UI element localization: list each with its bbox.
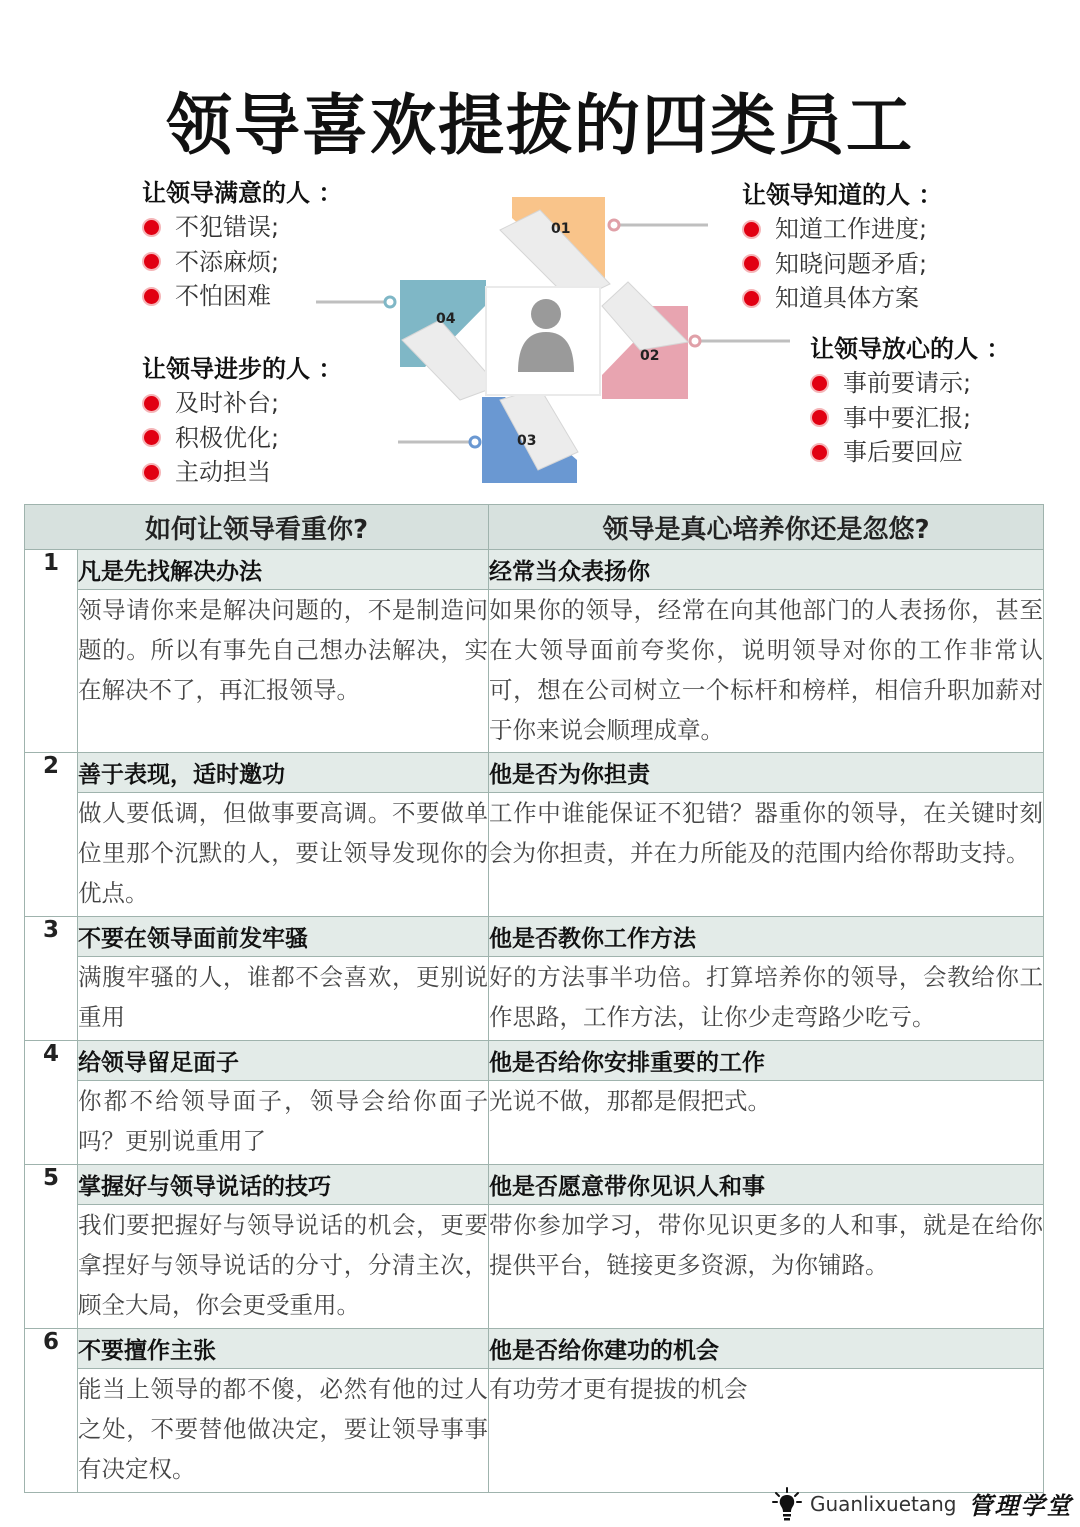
list-item: 知晓问题矛盾; bbox=[742, 247, 1022, 282]
diagram-label-01: 01 bbox=[551, 221, 571, 237]
right-title: 他是否给你安排重要的工作 bbox=[489, 1041, 1044, 1081]
red-dot-icon bbox=[142, 218, 161, 237]
table-row-body bbox=[25, 1369, 1044, 1493]
red-dot-icon bbox=[810, 374, 829, 393]
group-title: 让领导知道的人 ： bbox=[742, 180, 943, 209]
left-title: 凡是先找解决办法 bbox=[78, 550, 489, 590]
table-row-title bbox=[25, 1329, 1044, 1369]
connector-node-02 bbox=[690, 336, 700, 346]
row-number: 5 bbox=[25, 1165, 78, 1329]
red-dot-icon bbox=[810, 408, 829, 427]
left-title: 善于表现，适时邀功 bbox=[78, 753, 489, 793]
four-types-diagram bbox=[310, 190, 800, 490]
right-title: 他是否给你建功的机会 bbox=[489, 1329, 1044, 1369]
right-body: 有功劳才更有提拔的机会 bbox=[489, 1369, 1044, 1493]
list-item: 不犯错误; bbox=[142, 210, 402, 245]
diagram-label-02: 02 bbox=[640, 348, 660, 364]
right-body: 好的方法事半功倍。打算培养你的领导，会教给你工作思路，工作方法，让你少走弯路少吃亏。 bbox=[489, 957, 1044, 1041]
row-number: 3 bbox=[25, 917, 78, 1041]
red-dot-icon bbox=[142, 463, 161, 482]
connector-node-04 bbox=[385, 297, 395, 307]
list-item: 知道具体方案 bbox=[742, 281, 1022, 316]
right-body: 工作中谁能保证不犯错？器重你的领导，在关键时刻会为你担责，并在力所能及的范围内给你帮助支持。 bbox=[489, 793, 1044, 917]
table-row-title bbox=[25, 753, 1044, 793]
row-number: 6 bbox=[25, 1329, 78, 1493]
right-title: 经常当众表扬你 bbox=[489, 550, 1044, 590]
table-row-body bbox=[25, 793, 1044, 917]
table-header-row bbox=[25, 505, 1044, 550]
page-title: 领导喜欢提拔的四类员工 bbox=[166, 86, 914, 164]
table-row-body bbox=[25, 590, 1044, 753]
row-number: 2 bbox=[25, 753, 78, 917]
red-dot-icon bbox=[142, 394, 161, 413]
left-body: 我们要把握好与领导说话的机会，更要拿捏好与领导说话的分寸，分清主次，顾全大局，你会更受重用。 bbox=[78, 1205, 489, 1329]
diagram-label-04: 04 bbox=[436, 311, 456, 327]
left-body: 做人要低调，但做事要高调。不要做单位里那个沉默的人，要让领导发现你的优点。 bbox=[78, 793, 489, 917]
left-body: 满腹牢骚的人，谁都不会喜欢，更别说重用 bbox=[78, 957, 489, 1041]
list-item: 知道工作进度; bbox=[742, 212, 1022, 247]
brand-chinese: 管理学堂 bbox=[968, 1491, 1073, 1520]
left-title: 给领导留足面子 bbox=[78, 1041, 489, 1081]
table-row-title bbox=[25, 917, 1044, 957]
table-header-right: 领导是真心培养你还是忽悠? bbox=[489, 505, 1044, 550]
right-title: 他是否为你担责 bbox=[489, 753, 1044, 793]
list-item: 事中要汇报; bbox=[810, 401, 1060, 436]
comparison-table bbox=[24, 504, 1044, 1493]
list-item: 主动担当 bbox=[142, 455, 402, 490]
brand-footer bbox=[772, 1486, 1073, 1521]
group-assured bbox=[810, 332, 1060, 470]
table-row-title bbox=[25, 550, 1044, 590]
connector-node-01 bbox=[609, 220, 619, 230]
connector-node-03 bbox=[470, 437, 480, 447]
row-number: 4 bbox=[25, 1041, 78, 1165]
table-row-body bbox=[25, 1205, 1044, 1329]
right-title: 他是否教你工作方法 bbox=[489, 917, 1044, 957]
table-row-title bbox=[25, 1041, 1044, 1081]
list-item: 及时补台; bbox=[142, 386, 402, 421]
lightbulb-icon bbox=[772, 1487, 802, 1521]
red-dot-icon bbox=[142, 252, 161, 271]
table-row-body bbox=[25, 957, 1044, 1041]
table-row-body bbox=[25, 1081, 1044, 1165]
right-body: 光说不做，那都是假把式。 bbox=[489, 1081, 1044, 1165]
left-body: 你都不给领导面子，领导会给你面子吗？更别说重用了 bbox=[78, 1081, 489, 1165]
table-row-title bbox=[25, 1165, 1044, 1205]
list-item: 不添麻烦; bbox=[142, 245, 402, 280]
row-number: 1 bbox=[25, 550, 78, 753]
left-title: 不要在领导面前发牢骚 bbox=[78, 917, 489, 957]
left-body: 能当上领导的都不傻，必然有他的过人之处，不要替他做决定，要让领导事事有决定权。 bbox=[78, 1369, 489, 1493]
list-item: 不怕困难 bbox=[142, 279, 402, 314]
diagram-label-03: 03 bbox=[517, 433, 537, 449]
right-body: 带你参加学习，带你见识更多的人和事，就是在给你提供平台，链接更多资源，为你铺路。 bbox=[489, 1205, 1044, 1329]
right-title: 他是否愿意带你见识人和事 bbox=[489, 1165, 1044, 1205]
group-title: 让领导放心的人 ： bbox=[810, 334, 1011, 363]
table-header-left: 如何让领导看重你? bbox=[25, 505, 489, 550]
list-item: 事前要请示; bbox=[810, 366, 1060, 401]
brand-latin: Guanlixuetang bbox=[810, 1491, 957, 1516]
group-title: 让领导满意的人 ： bbox=[142, 178, 343, 207]
red-dot-icon bbox=[810, 443, 829, 462]
left-title: 不要擅作主张 bbox=[78, 1329, 489, 1369]
red-dot-icon bbox=[142, 287, 161, 306]
list-item: 积极优化; bbox=[142, 421, 402, 456]
list-item: 事后要回应 bbox=[810, 435, 1060, 470]
group-title: 让领导进步的人 ： bbox=[142, 354, 343, 383]
right-body: 如果你的领导，经常在向其他部门的人表扬你，甚至在大领导面前夸奖你，说明领导对你的工作非常认可，想在公司树立一个标杆和榜样，相信升职加薪对于你来说会顺理成章。 bbox=[489, 590, 1044, 753]
left-title: 掌握好与领导说话的技巧 bbox=[78, 1165, 489, 1205]
red-dot-icon bbox=[142, 428, 161, 447]
left-body: 领导请你来是解决问题的，不是制造问题的。所以有事先自己想办法解决，实在解决不了，再汇报领导。 bbox=[78, 590, 489, 753]
